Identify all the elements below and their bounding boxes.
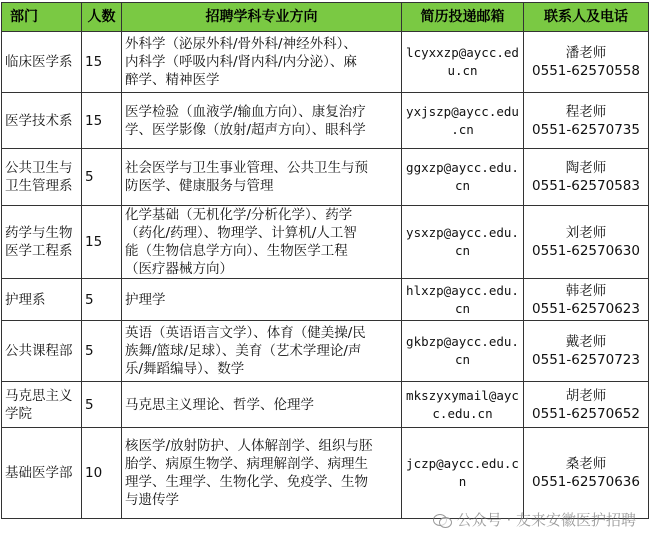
majors-line: 理学、生理学、生物化学、免疫学、生物: [125, 474, 368, 490]
watermark-text: 公众号 · 友来安徽医护招聘: [456, 511, 636, 529]
email-line: cn: [454, 352, 471, 367]
email-line: cn: [454, 243, 471, 258]
contact-phone: 0551-62570630: [532, 243, 640, 259]
majors-line: 核医学/放射防护、人体解剖学、组织与胚: [125, 438, 373, 454]
majors-line: 能（生物信息学方向）、生物医学工程: [125, 243, 348, 259]
dept-name: 马克思主义: [5, 387, 73, 404]
majors-line: 英语（英语语言文学）、体育（健美操/民: [125, 325, 366, 341]
contact-cell: [524, 206, 649, 279]
dept-cell: [2, 382, 82, 428]
contact-cell: [524, 428, 649, 519]
majors-cell: [122, 32, 402, 93]
email-line: mkszyxymail@ayc: [406, 387, 519, 403]
headcount-cell: 15: [82, 32, 122, 93]
majors-cell: [122, 149, 402, 206]
headcount-cell: 5: [82, 149, 122, 206]
dept-cell: [2, 149, 82, 206]
headcount-cell: 5: [82, 279, 122, 321]
majors-line: 醉学、精神医学: [125, 72, 220, 88]
table-row: [2, 93, 649, 149]
contact-name: 韩老师: [565, 282, 607, 299]
majors-line: 护理学: [125, 291, 166, 308]
dept-name: 学院: [5, 405, 32, 422]
contact-phone: 0551-62570723: [532, 352, 640, 368]
email-line: ggxzp@aycc.edu.: [406, 160, 519, 175]
email-cell[interactable]: [402, 93, 524, 149]
email-line: lcyxxzp@aycc.ed: [406, 45, 519, 60]
majors-line: （药化/药理）、物理学、计算机/人工智: [125, 225, 357, 241]
header-majors: 招聘学科专业方向: [122, 3, 402, 32]
dept-cell: [2, 93, 82, 149]
majors-line: 学、医学影像（放射/超声方向）、眼科学: [125, 121, 366, 138]
majors-line: 外科学（泌尿外科/骨外科/神经外科）、: [125, 36, 357, 52]
email-cell[interactable]: [402, 382, 524, 428]
contact-cell: [524, 382, 649, 428]
header-email: 简历投递邮箱: [402, 3, 524, 32]
email-line: cn: [454, 300, 471, 316]
dept-name: 公共卫生与: [5, 160, 73, 176]
majors-cell: [122, 428, 402, 519]
email-line: gkbzp@aycc.edu.: [406, 334, 519, 349]
majors-line: 乐/舞蹈编导）、数学: [125, 361, 245, 377]
contact-phone: 0551-62570636: [532, 474, 640, 490]
header-count: 人数: [82, 3, 122, 32]
majors-line: 化学基础（无机化学/分析化学）、药学: [125, 207, 353, 223]
email-line: hlxzp@aycc.edu.: [406, 282, 519, 298]
dept-name: 药学与生物: [5, 225, 73, 241]
contact-name: 刘老师: [565, 225, 607, 241]
email-line: .cn: [451, 121, 474, 137]
contact-name: 潘老师: [565, 45, 607, 61]
dept-name: 公共课程部: [5, 343, 73, 359]
contact-phone: 0551-62570558: [532, 63, 640, 79]
dept-cell: [2, 32, 82, 93]
dept-name: 基础医学部: [5, 465, 73, 481]
contact-phone: 0551-62570583: [532, 178, 640, 194]
table-row: [2, 206, 649, 279]
contact-name: 陶老师: [565, 160, 607, 176]
majors-line: 医学检验（血液学/输血方向）、康复治疗: [125, 103, 366, 120]
majors-cell: [122, 279, 402, 321]
majors-cell: [122, 321, 402, 382]
header-row: [2, 3, 649, 32]
contact-phone: 0551-62570735: [532, 121, 640, 138]
table-row: [2, 32, 649, 93]
email-cell[interactable]: [402, 32, 524, 93]
contact-name: 桑老师: [565, 456, 607, 472]
contact-name: 程老师: [565, 103, 607, 120]
email-cell[interactable]: [402, 321, 524, 382]
dept-name: 卫生管理系: [5, 178, 73, 194]
majors-line: 胎学、病原生物学、病理解剖学、病理生: [125, 456, 368, 472]
majors-cell: [122, 93, 402, 149]
contact-phone: 0551-62570623: [532, 300, 640, 317]
email-line: u.cn: [447, 63, 478, 78]
dept-name: 医学工程系: [5, 243, 73, 259]
dept-cell: [2, 206, 82, 279]
contact-cell: [524, 93, 649, 149]
email-cell[interactable]: [402, 279, 524, 321]
majors-line: 内科学（呼吸内科/肾内科/内分泌）、麻: [125, 54, 357, 70]
email-cell[interactable]: [402, 428, 524, 519]
dept-name: 护理系: [5, 291, 46, 308]
email-line: c.edu.cn: [432, 405, 493, 421]
majors-line: 与遗传学: [125, 492, 179, 508]
email-cell[interactable]: [402, 149, 524, 206]
headcount-cell: 15: [82, 93, 122, 149]
majors-line: 防医学、健康服务与管理: [125, 178, 274, 194]
majors-cell: [122, 206, 402, 279]
contact-cell: [524, 149, 649, 206]
table-row: [2, 321, 649, 382]
majors-line: （医疗器械方向）: [125, 261, 233, 277]
dept-name: 临床医学系: [5, 54, 73, 70]
dept-name: 医学技术系: [5, 112, 73, 129]
majors-line: 社会医学与卫生事业管理、公共卫生与预: [125, 160, 368, 176]
email-line: ysxzp@aycc.edu.: [406, 225, 519, 240]
header-dept: 部门: [2, 3, 82, 32]
contact-cell: [524, 32, 649, 93]
dept-cell: [2, 321, 82, 382]
dept-cell: [2, 428, 82, 519]
contact-name: 胡老师: [565, 387, 607, 404]
table-row: [2, 382, 649, 428]
headcount-cell: 5: [82, 321, 122, 382]
email-cell[interactable]: [402, 206, 524, 279]
dept-cell: [2, 279, 82, 321]
contact-cell: [524, 279, 649, 321]
majors-line: 族舞/篮球/足球）、美育（艺术学理论/声: [125, 343, 362, 359]
recruitment-table: [1, 2, 649, 519]
header-contact: 联系人及电话: [524, 3, 649, 32]
headcount-cell: 5: [82, 382, 122, 428]
majors-line: 马克思主义理论、哲学、伦理学: [125, 396, 314, 413]
contact-cell: [524, 321, 649, 382]
contact-name: 戴老师: [565, 334, 607, 350]
headcount-cell: 10: [82, 428, 122, 519]
email-line: cn: [454, 178, 471, 193]
email-line: jczp@aycc.edu.c: [406, 456, 519, 471]
email-line: n: [458, 474, 467, 489]
majors-cell: [122, 382, 402, 428]
headcount-cell: 15: [82, 206, 122, 279]
table-row: [2, 279, 649, 321]
table-row: [2, 428, 649, 519]
email-line: yxjszp@aycc.edu: [406, 103, 519, 119]
contact-phone: 0551-62570652: [532, 405, 640, 422]
table-row: [2, 149, 649, 206]
